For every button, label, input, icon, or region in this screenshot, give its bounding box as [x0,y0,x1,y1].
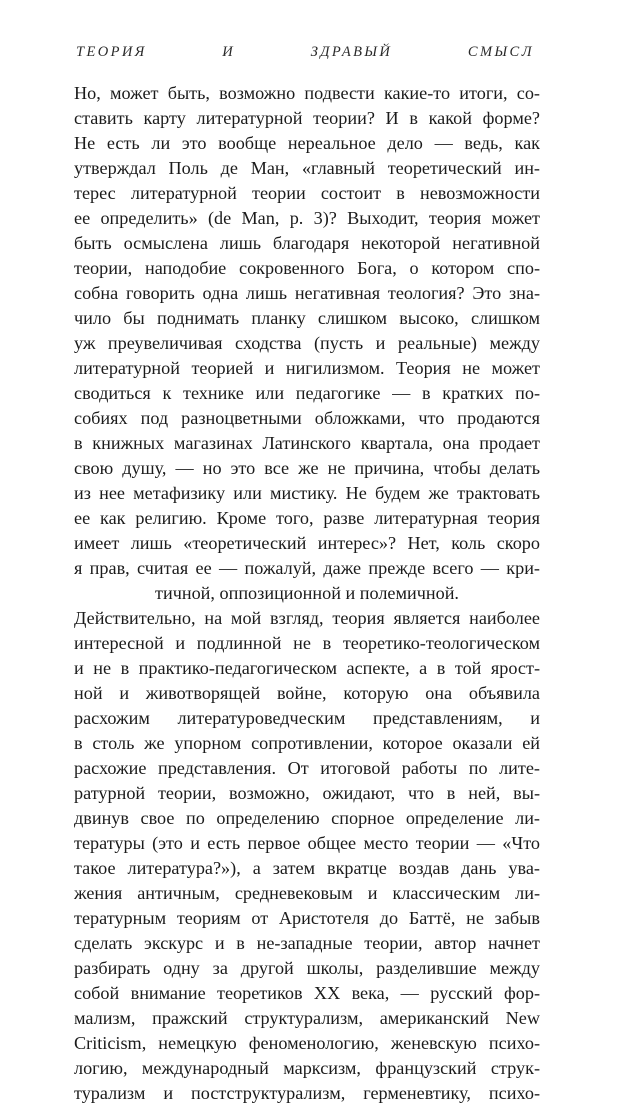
running-head-word: И [222,44,236,60]
text-line: ее как религию. Кроме того, разве литературная теория [74,508,540,528]
text-line: ратурной теории, возможно, ожидают, что в ней, вы- [74,783,540,803]
text-line: Но, может быть, возможно подвести какие-то итоги, со- [74,83,540,103]
text-line: литературной теорией и нигилизмом. Теория не может [74,358,540,378]
text-line: утверждал Поль де Ман, «главный теоретический ин- [74,158,540,178]
text-line: тературным теориям от Аристотеля до Баттё, не забыв [74,908,540,928]
text-line: тичной, оппозиционной и полемичной. [155,583,459,603]
text-line: собиях под разноцветными обложками, что продаются [74,408,540,428]
text-line: имеет лишь «теоретический интерес»? Нет, коль скоро [74,533,540,553]
text-line: чило бы поднимать планку слишком высоко, слишком [74,308,540,328]
text-line: Не есть ли это вообще нереальное дело — ведь, как [74,133,540,153]
text-line: ставить карту литературной теории? И в какой форме? [74,108,540,128]
running-head [76,44,534,61]
text-line: двинув свое по определению спорное определение ли- [74,808,540,828]
text-line: уж преувеличивая сходства (пусть и реальные) между [74,333,540,353]
text-line: такое литература?»), а затем вкратце воздав дань ува- [74,858,540,878]
text-line: разбирать одну за другой школы, разделившие между [74,958,540,978]
text-line: ной и животворящей войне, которую она объявила [74,683,540,703]
text-line: собна говорить одна лишь негативная теология? Это зна- [74,283,540,303]
running-head-word: СМЫСЛ [467,44,534,60]
text-line: жения античным, средневековым и классическим ли- [74,883,540,903]
text-line: в книжных магазинах Латинского квартала, она продает [74,433,540,453]
running-head-word: ТЕОРИЯ [76,44,147,60]
text-line: турализм и постструктурализм, герменевтику, психо- [74,1083,540,1103]
text-line: и не в практико-педагогическом аспекте, а в той ярост- [74,658,540,678]
text-line: терес литературной теории состоит в невозможности [74,183,540,203]
text-line: логию, международный марксизм, французский струк- [74,1058,540,1078]
text-line: собой внимание теоретиков XX века, — русский фор- [74,983,540,1003]
text-line: теории, наподобие сокровенного Бога, о котором спо- [74,258,540,278]
text-line: сводиться к технике или педагогике — в кратких по- [74,383,540,403]
running-head-word: ЗДРАВЫЙ [310,44,393,60]
body-text [74,81,540,1106]
text-line: быть осмыслена лишь благодаря некоторой негативной [74,233,540,253]
text-line: тературы (это и есть первое общее место теории — «Что [74,833,540,853]
text-line: я прав, считая ее — пожалуй, даже прежде всего — кри- [74,558,540,578]
text-line: мализм, пражский структурализм, американский New [74,1008,540,1028]
text-line: ее определить» (de Man, p. 3)? Выходит, теория может [74,208,540,228]
text-line: расхожим литературоведческим представлениям, и [74,708,540,728]
text-line: в столь же упорном сопротивлении, которое оказали ей [74,733,540,753]
text-line: Criticism, немецкую феноменологию, женевскую психо- [74,1033,540,1053]
text-line: интересной и подлинной не в теоретико-теологическом [74,633,540,653]
text-line: сделать экскурс и в не-западные теории, автор начнет [74,933,540,953]
text-line: расхожие представления. От итоговой работы по лите- [74,758,540,778]
text-line: Действительно, на мой взгляд, теория является наиболее [74,608,540,628]
text-line: свою душу, — но это все же не причина, чтобы делать [74,458,540,478]
text-line: из нее метафизику или мистику. Не будем же трактовать [74,483,540,503]
